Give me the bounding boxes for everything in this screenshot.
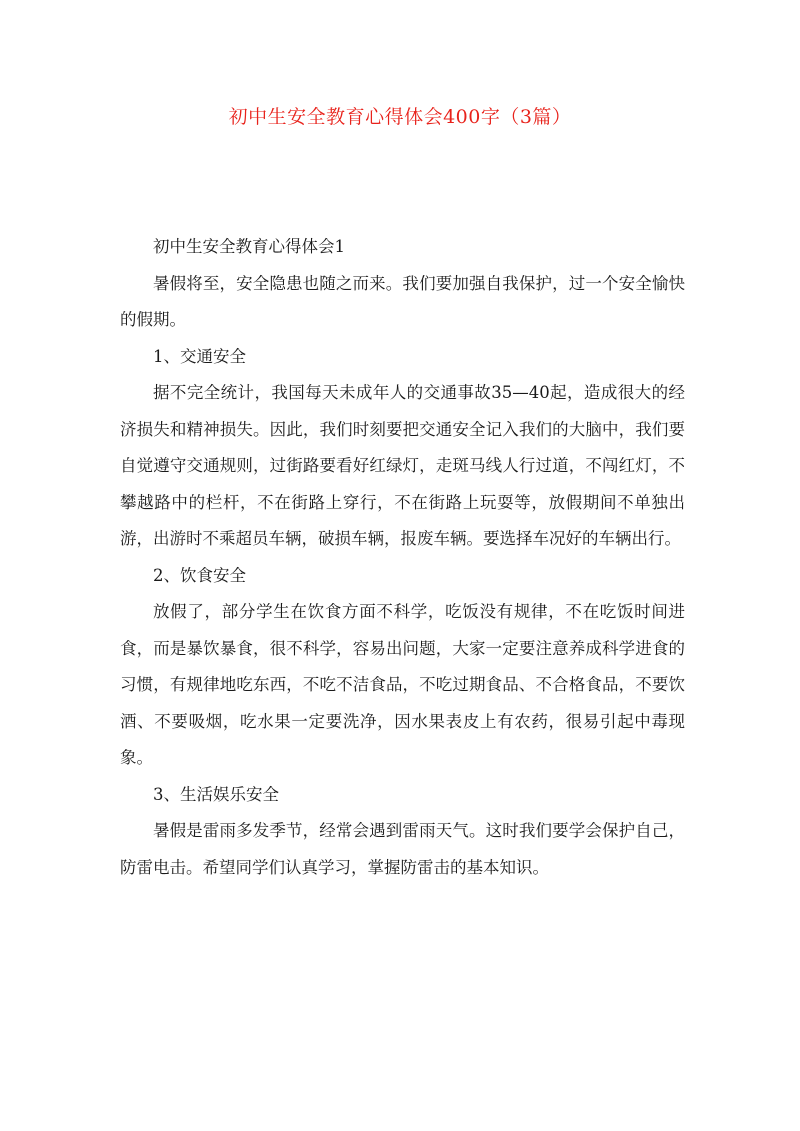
body-paragraph: 暑假是雷雨多发季节，经常会遇到雷雨天气。这时我们要学会保护自己，防雷电击。希望同学们认真学习，掌握防雷击的基本知识。	[120, 821, 685, 877]
document-title: 初中生安全教育心得体会400字（3篇）	[228, 106, 572, 128]
subsection-heading: 3、生活娱乐安全	[153, 784, 279, 804]
body-paragraph: 暑假将至，安全隐患也随之而来。我们要加强自我保护，过一个安全愉快的假期。	[120, 273, 685, 329]
body-paragraph: 据不完全统计，我国每天未成年人的交通事故35—40起，造成很大的经济损失和精神损失。因此，我们时刻要把交通安全记入我们的大脑中，我们要自觉遵守交通规则，过街路要看好红绿灯，走斑马线人行过道，不闯红灯，不攀越路中的栏杆，不在街路上穿行，不在街路上玩耍等，放假期间不单独出游，出游时不乘超员车辆，破损车辆，报废车辆。要选择车况好的车辆出行。	[120, 383, 685, 548]
section-heading: 初中生安全教育心得体会1	[153, 237, 345, 256]
body-paragraph: 放假了，部分学生在饮食方面不科学，吃饭没有规律，不在吃饭时间进食，而是暴饮暴食，很不科学，容易出问题，大家一定要注意养成科学进食的习惯，有规律地吃东西，不吃不洁食品，不吃过期食品、不合格食品，不要饮酒、不要吸烟，吃水果一定要洗净，因水果表皮上有农药，很易引起中毒现象。	[120, 602, 685, 767]
subsection-heading: 2、饮食安全	[153, 565, 246, 585]
document-body	[120, 229, 685, 886]
subsection-heading: 1、交通安全	[153, 346, 246, 366]
